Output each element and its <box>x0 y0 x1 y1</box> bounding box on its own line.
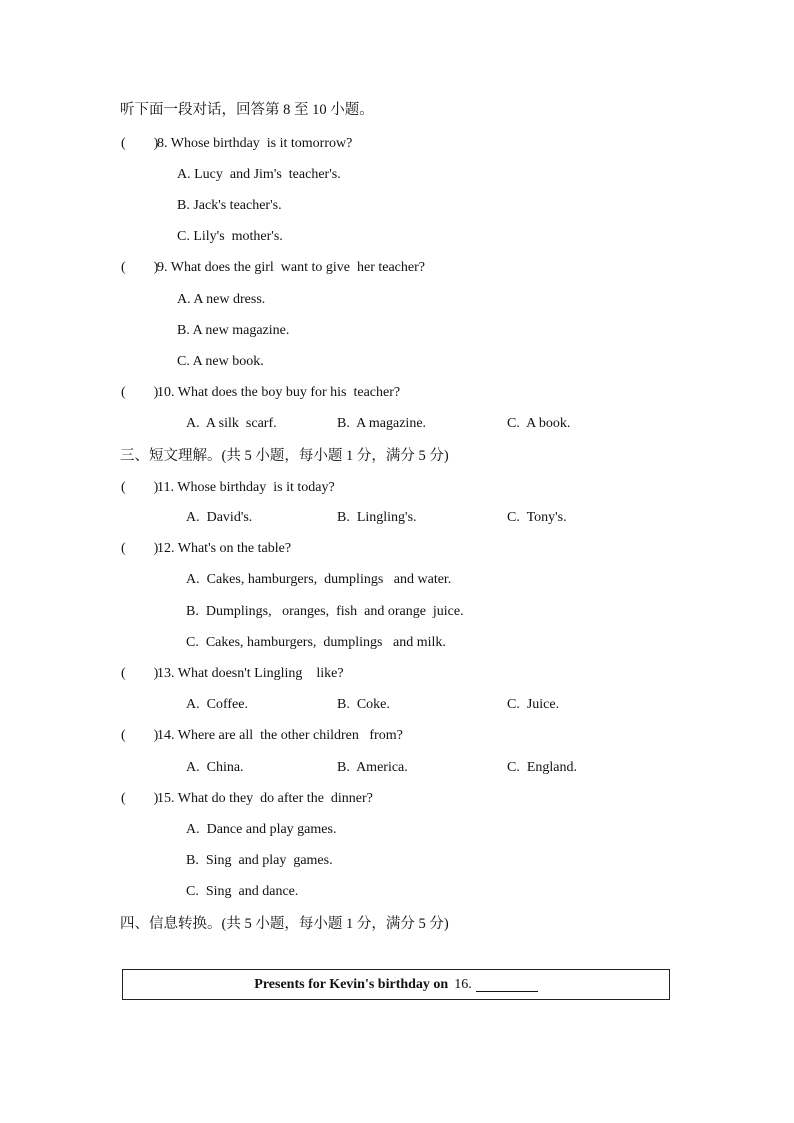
option-b: B. A magazine. <box>337 416 427 431</box>
question-stem: 15. What do they do after the dinner? <box>157 791 373 806</box>
answer-paren[interactable]: ( ) <box>121 260 159 275</box>
info-section-title: 四、信息转换。(共 5 小题，每小题 1 分，满分 5 分) <box>120 916 449 932</box>
question-14 <box>121 727 403 745</box>
question-12 <box>121 540 291 558</box>
option-a: A. David's. <box>186 510 253 525</box>
option-a: A. China. <box>186 760 244 775</box>
option-b: B. Sing and play games. <box>186 853 333 868</box>
option-a: A. Lucy and Jim's teacher's. <box>177 167 341 182</box>
option-c: C. Sing and dance. <box>186 884 299 899</box>
question-stem: 12. What's on the table? <box>157 541 292 556</box>
option-c: C. Cakes, hamburgers, dumplings and milk. <box>186 635 446 650</box>
option-a: A. Dance and play games. <box>186 822 337 837</box>
answer-paren[interactable]: ( ) <box>121 385 159 400</box>
option-b: B. Lingling's. <box>337 510 417 525</box>
option-c: C. A new book. <box>177 354 264 369</box>
question-15 <box>121 790 373 808</box>
option-a: A. A silk scarf. <box>186 416 277 431</box>
option-b: B. Coke. <box>337 697 390 712</box>
answer-paren[interactable]: ( ) <box>121 541 159 556</box>
listening-intro: 听下面一段对话，回答第 8 至 10 小题。 <box>120 102 374 118</box>
option-b: B. A new magazine. <box>177 323 290 338</box>
question-stem: 14. Where are all the other children from? <box>157 728 403 743</box>
option-b: B. Dumplings, oranges, fish and orange juice. <box>186 604 464 619</box>
option-c: C. A book. <box>507 416 571 431</box>
option-a: A. Coffee. <box>186 697 248 712</box>
answer-paren[interactable]: ( ) <box>121 666 159 681</box>
option-c: C. Juice. <box>507 697 560 712</box>
question-9 <box>121 259 425 277</box>
option-c: C. Lily's mother's. <box>177 229 283 244</box>
question-11 <box>121 479 335 497</box>
question-stem: 9. What does the girl want to give her teacher? <box>157 260 425 275</box>
answer-paren[interactable]: ( ) <box>121 791 159 806</box>
answer-paren[interactable]: ( ) <box>121 480 159 495</box>
question-13 <box>121 665 344 683</box>
question-stem: 10. What does the boy buy for his teacher? <box>157 385 401 400</box>
answer-blank-16[interactable] <box>476 977 538 992</box>
option-a: A. Cakes, hamburgers, dumplings and water. <box>186 572 452 587</box>
answer-paren[interactable]: ( ) <box>121 136 159 151</box>
question-8 <box>121 135 352 153</box>
presents-title: Presents for Kevin's birthday on <box>254 976 449 992</box>
option-a: A. A new dress. <box>177 292 266 307</box>
reading-section-title: 三、短文理解。(共 5 小题，每小题 1 分，满分 5 分) <box>120 448 449 464</box>
option-c: C. England. <box>507 760 577 775</box>
presents-table-header <box>122 969 670 1000</box>
question-10 <box>121 384 400 402</box>
question-16-number: 16. <box>454 976 472 992</box>
answer-paren[interactable]: ( ) <box>121 728 159 743</box>
question-stem: 8. Whose birthday is it tomorrow? <box>157 136 353 151</box>
question-stem: 13. What doesn't Lingling like? <box>157 666 344 681</box>
question-stem: 11. Whose birthday is it today? <box>157 480 335 495</box>
option-b: B. America. <box>337 760 408 775</box>
option-b: B. Jack's teacher's. <box>177 198 282 213</box>
option-c: C. Tony's. <box>507 510 567 525</box>
